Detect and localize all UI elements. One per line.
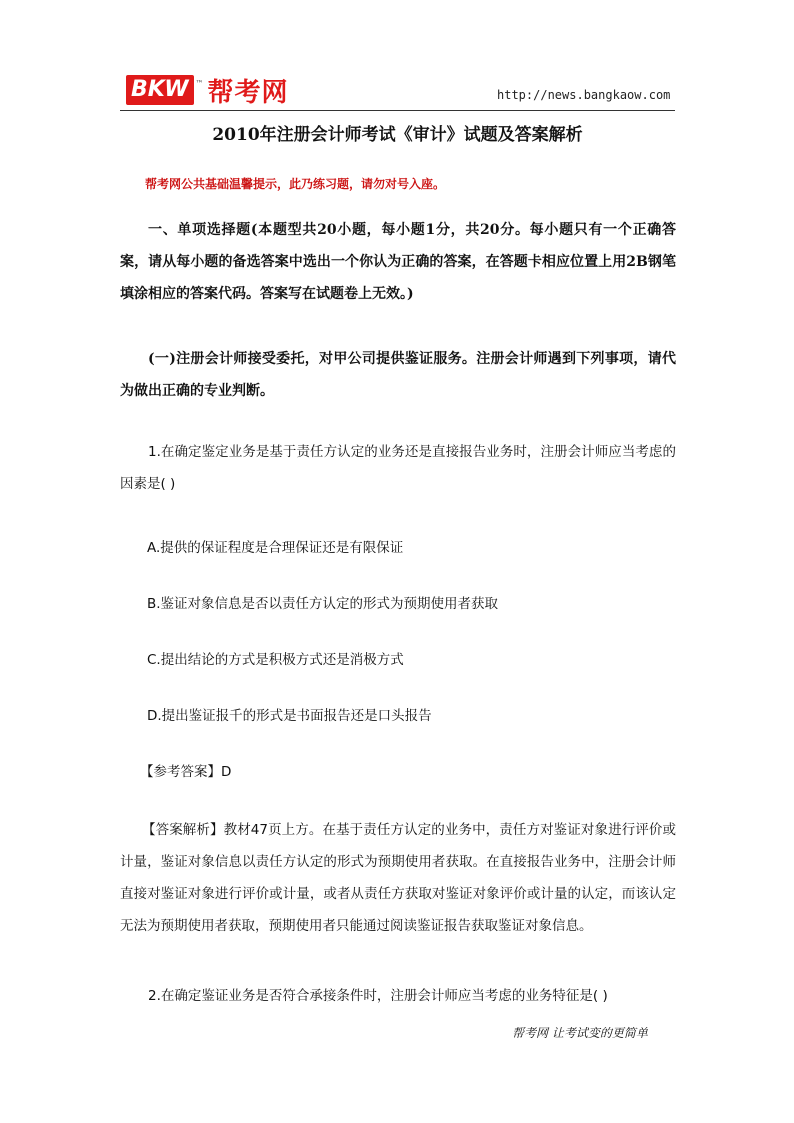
logo-text: 帮考网 bbox=[207, 77, 289, 108]
question-1-option-a: A.提供的保证程度是合理保证还是有限保证 bbox=[147, 540, 404, 556]
question-1-stem: 1.在确定鉴定业务是基于责任方认定的业务还是直接报告业务时，注册会计师应当考虑的因素是( ) bbox=[120, 444, 676, 492]
footer-slogan: 帮考网 让考试变的更简单 bbox=[512, 1026, 648, 1040]
section-intro: 一、单项选择题(本题型共20小题，每小题1分，共20分。每小题只有一个正确答案，请从每小题的备选答案中选出一个你认为正确的答案，在答题卡相应位置上用2B钢笔填涂相应的答案代码。答案写在试题卷上无效。) bbox=[120, 222, 676, 302]
question-1-option-d: D.提出鉴证报千的形式是书面报告还是口头报告 bbox=[147, 708, 432, 724]
header-divider bbox=[120, 110, 675, 111]
question-1-option-c: C.提出结论的方式是积极方式还是消极方式 bbox=[147, 652, 404, 668]
question-1-answer: 【参考答案】D bbox=[140, 764, 232, 780]
site-url[interactable]: http://news.bangkaow.com bbox=[497, 88, 671, 102]
notice-text: 帮考网公共基础温馨提示，此乃练习题，请勿对号入座。 bbox=[145, 177, 446, 191]
document-title: 2010年注册会计师考试《审计》试题及答案解析 bbox=[212, 125, 583, 145]
question-1-option-b: B.鉴证对象信息是否以责任方认定的形式为预期使用者获取 bbox=[147, 596, 499, 612]
site-logo[interactable] bbox=[126, 73, 289, 107]
question-2-stem: 2.在确定鉴证业务是否符合承接条件时，注册会计师应当考虑的业务特征是( ) bbox=[148, 988, 608, 1004]
logo-trademark: ™ bbox=[195, 78, 204, 88]
question-1-analysis: 【答案解析】教材47页上方。在基于责任方认定的业务中，责任方对鉴证对象进行评价或计量，鉴证对象信息以责任方认定的形式为预期使用者获取。在直接报告业务中，注册会计师直接对鉴证对象进行评价或计量，或者从责任方获取对鉴证对象评价或计量的认定，而该认定无法为预期使用者获取，预期使用者只能通过阅读鉴证报告获取鉴证对象信息。 bbox=[120, 822, 676, 934]
scenario-text: (一)注册会计师接受委托，对甲公司提供鉴证服务。注册会计师遇到下列事项，请代为做出正确的专业判断。 bbox=[120, 351, 676, 399]
logo-letters: BKW bbox=[126, 75, 194, 105]
